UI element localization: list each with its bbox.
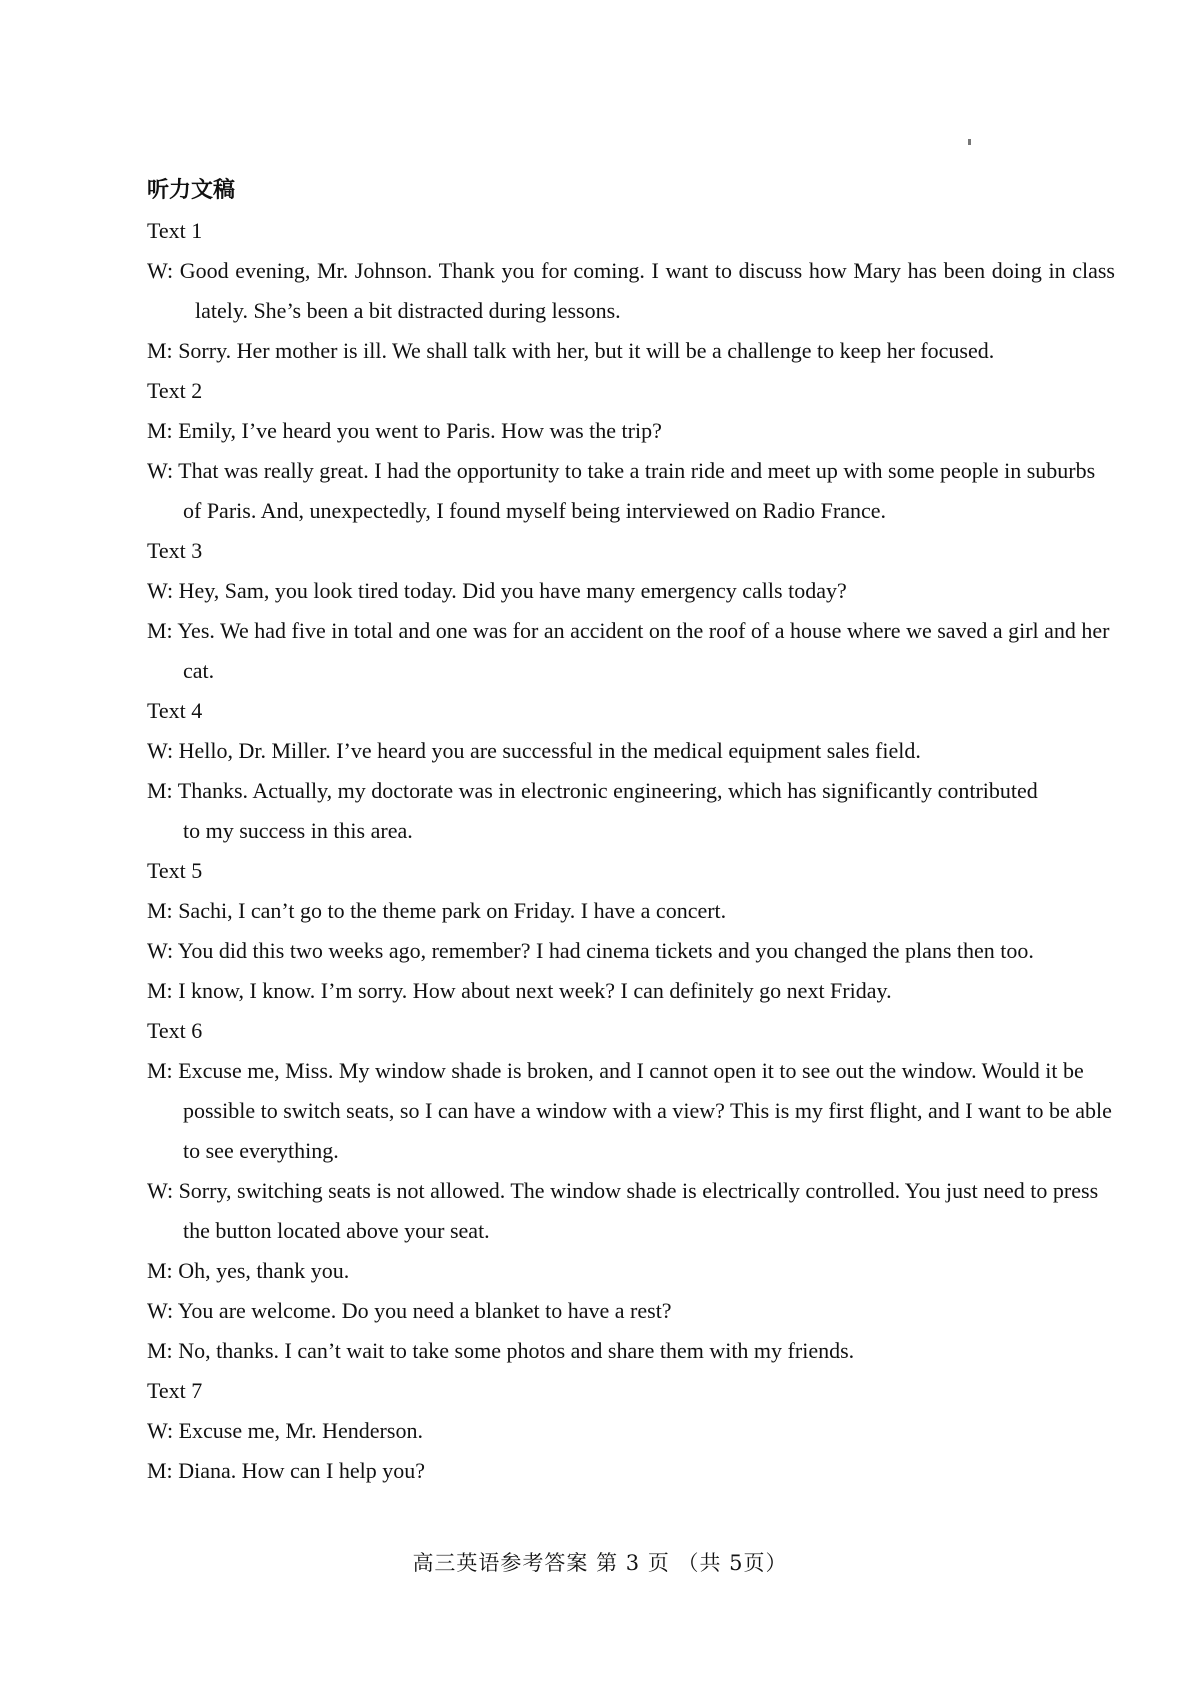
text-label: Text 4: [147, 698, 203, 723]
dialogue-line: [147, 1251, 1115, 1291]
speaker-label: M:: [147, 898, 173, 923]
text-label: Text 5: [147, 858, 203, 883]
line-text: You are welcome. Do you need a blanket to have a rest?: [177, 1298, 672, 1323]
text-label: Text 7: [147, 1378, 203, 1403]
page-footer: 高三英语参考答案 第 3 页 （共 5页）: [412, 1551, 788, 1575]
line-text: Excuse me, Mr. Henderson.: [178, 1418, 423, 1443]
line-text: Sorry. Her mother is ill. We shall talk with her, but it will be a challenge to keep her focused.: [178, 338, 995, 363]
scan-mark: [968, 139, 971, 145]
line-text: That was really great. I had the opportunity to take a train ride and meet up with some people in suburbs of Paris. And, unexpectedly, I found myself being interviewed on Radio France.: [178, 458, 1096, 523]
text-label: Text 3: [147, 538, 203, 563]
dialogue-line: [147, 1411, 1115, 1451]
speaker-label: M:: [147, 1458, 173, 1483]
speaker-label: W:: [147, 1298, 174, 1323]
line-text: Hey, Sam, you look tired today. Did you have many emergency calls today?: [178, 578, 847, 603]
text-label: Text 6: [147, 1018, 203, 1043]
speaker-label: W:: [147, 258, 174, 283]
dialogue-line: [147, 731, 1115, 771]
speaker-label: M:: [147, 778, 173, 803]
line-text: Hello, Dr. Miller. I’ve heard you are successful in the medical equipment sales field.: [178, 738, 921, 763]
speaker-label: M:: [147, 1338, 173, 1363]
speaker-label: W:: [147, 1178, 174, 1203]
page-heading: 听力文稿: [147, 178, 236, 203]
speaker-label: M:: [147, 418, 173, 443]
dialogue-line: [147, 1171, 1115, 1251]
line-text: Emily, I’ve heard you went to Paris. How was the trip?: [178, 418, 662, 443]
dialogue-line: [147, 931, 1115, 971]
line-text: No, thanks. I can’t wait to take some photos and share them with my friends.: [178, 1338, 855, 1363]
speaker-label: W:: [147, 1418, 174, 1443]
line-text: Yes. We had five in total and one was for an accident on the roof of a house where we saved a girl and her cat.: [177, 618, 1110, 683]
speaker-label: M:: [147, 1258, 173, 1283]
speaker-label: W:: [147, 578, 174, 603]
line-text: Excuse me, Miss. My window shade is broken, and I cannot open it to see out the window. Would it be possible to switch seats, so I can have a window with a view? This is my first flight, and I want to be able to see everything.: [178, 1058, 1112, 1163]
dialogue-line: [147, 251, 1115, 331]
dialogue-line: [147, 971, 1115, 1011]
speaker-label: W:: [147, 938, 174, 963]
dialogue-line: [147, 411, 1115, 451]
line-text: I know, I know. I’m sorry. How about next week? I can definitely go next Friday.: [178, 978, 892, 1003]
speaker-label: W:: [147, 458, 174, 483]
dialogue-line: [147, 611, 1115, 691]
dialogue-line: [147, 451, 1115, 531]
transcript-body: [147, 171, 1115, 1491]
line-text: Good evening, Mr. Johnson. Thank you for coming. I want to discuss how Mary has been doing in class lately. She’s been a bit distracted during lessons.: [179, 258, 1115, 323]
line-text: Sachi, I can’t go to the theme park on Friday. I have a concert.: [178, 898, 727, 923]
dialogue-line: [147, 1331, 1115, 1371]
line-text: You did this two weeks ago, remember? I had cinema tickets and you changed the plans then too.: [177, 938, 1034, 963]
dialogue-line: [147, 771, 1115, 851]
line-text: Sorry, switching seats is not allowed. The window shade is electrically controlled. You just need to press the button located above your seat.: [178, 1178, 1099, 1243]
speaker-label: M:: [147, 338, 173, 363]
dialogue-line: [147, 331, 1115, 371]
dialogue-line: [147, 571, 1115, 611]
text-label: Text 1: [147, 218, 203, 243]
line-text: Oh, yes, thank you.: [178, 1258, 350, 1283]
line-text: Diana. How can I help you?: [178, 1458, 425, 1483]
line-text: Thanks. Actually, my doctorate was in electronic engineering, which has significantly contributed to my success in this area.: [177, 778, 1038, 843]
speaker-label: W:: [147, 738, 174, 763]
dialogue-line: [147, 1291, 1115, 1331]
speaker-label: M:: [147, 618, 173, 643]
dialogue-line: [147, 891, 1115, 931]
text-label: Text 2: [147, 378, 203, 403]
dialogue-line: [147, 1051, 1115, 1171]
dialogue-line: [147, 1451, 1115, 1491]
speaker-label: M:: [147, 978, 173, 1003]
speaker-label: M:: [147, 1058, 173, 1083]
